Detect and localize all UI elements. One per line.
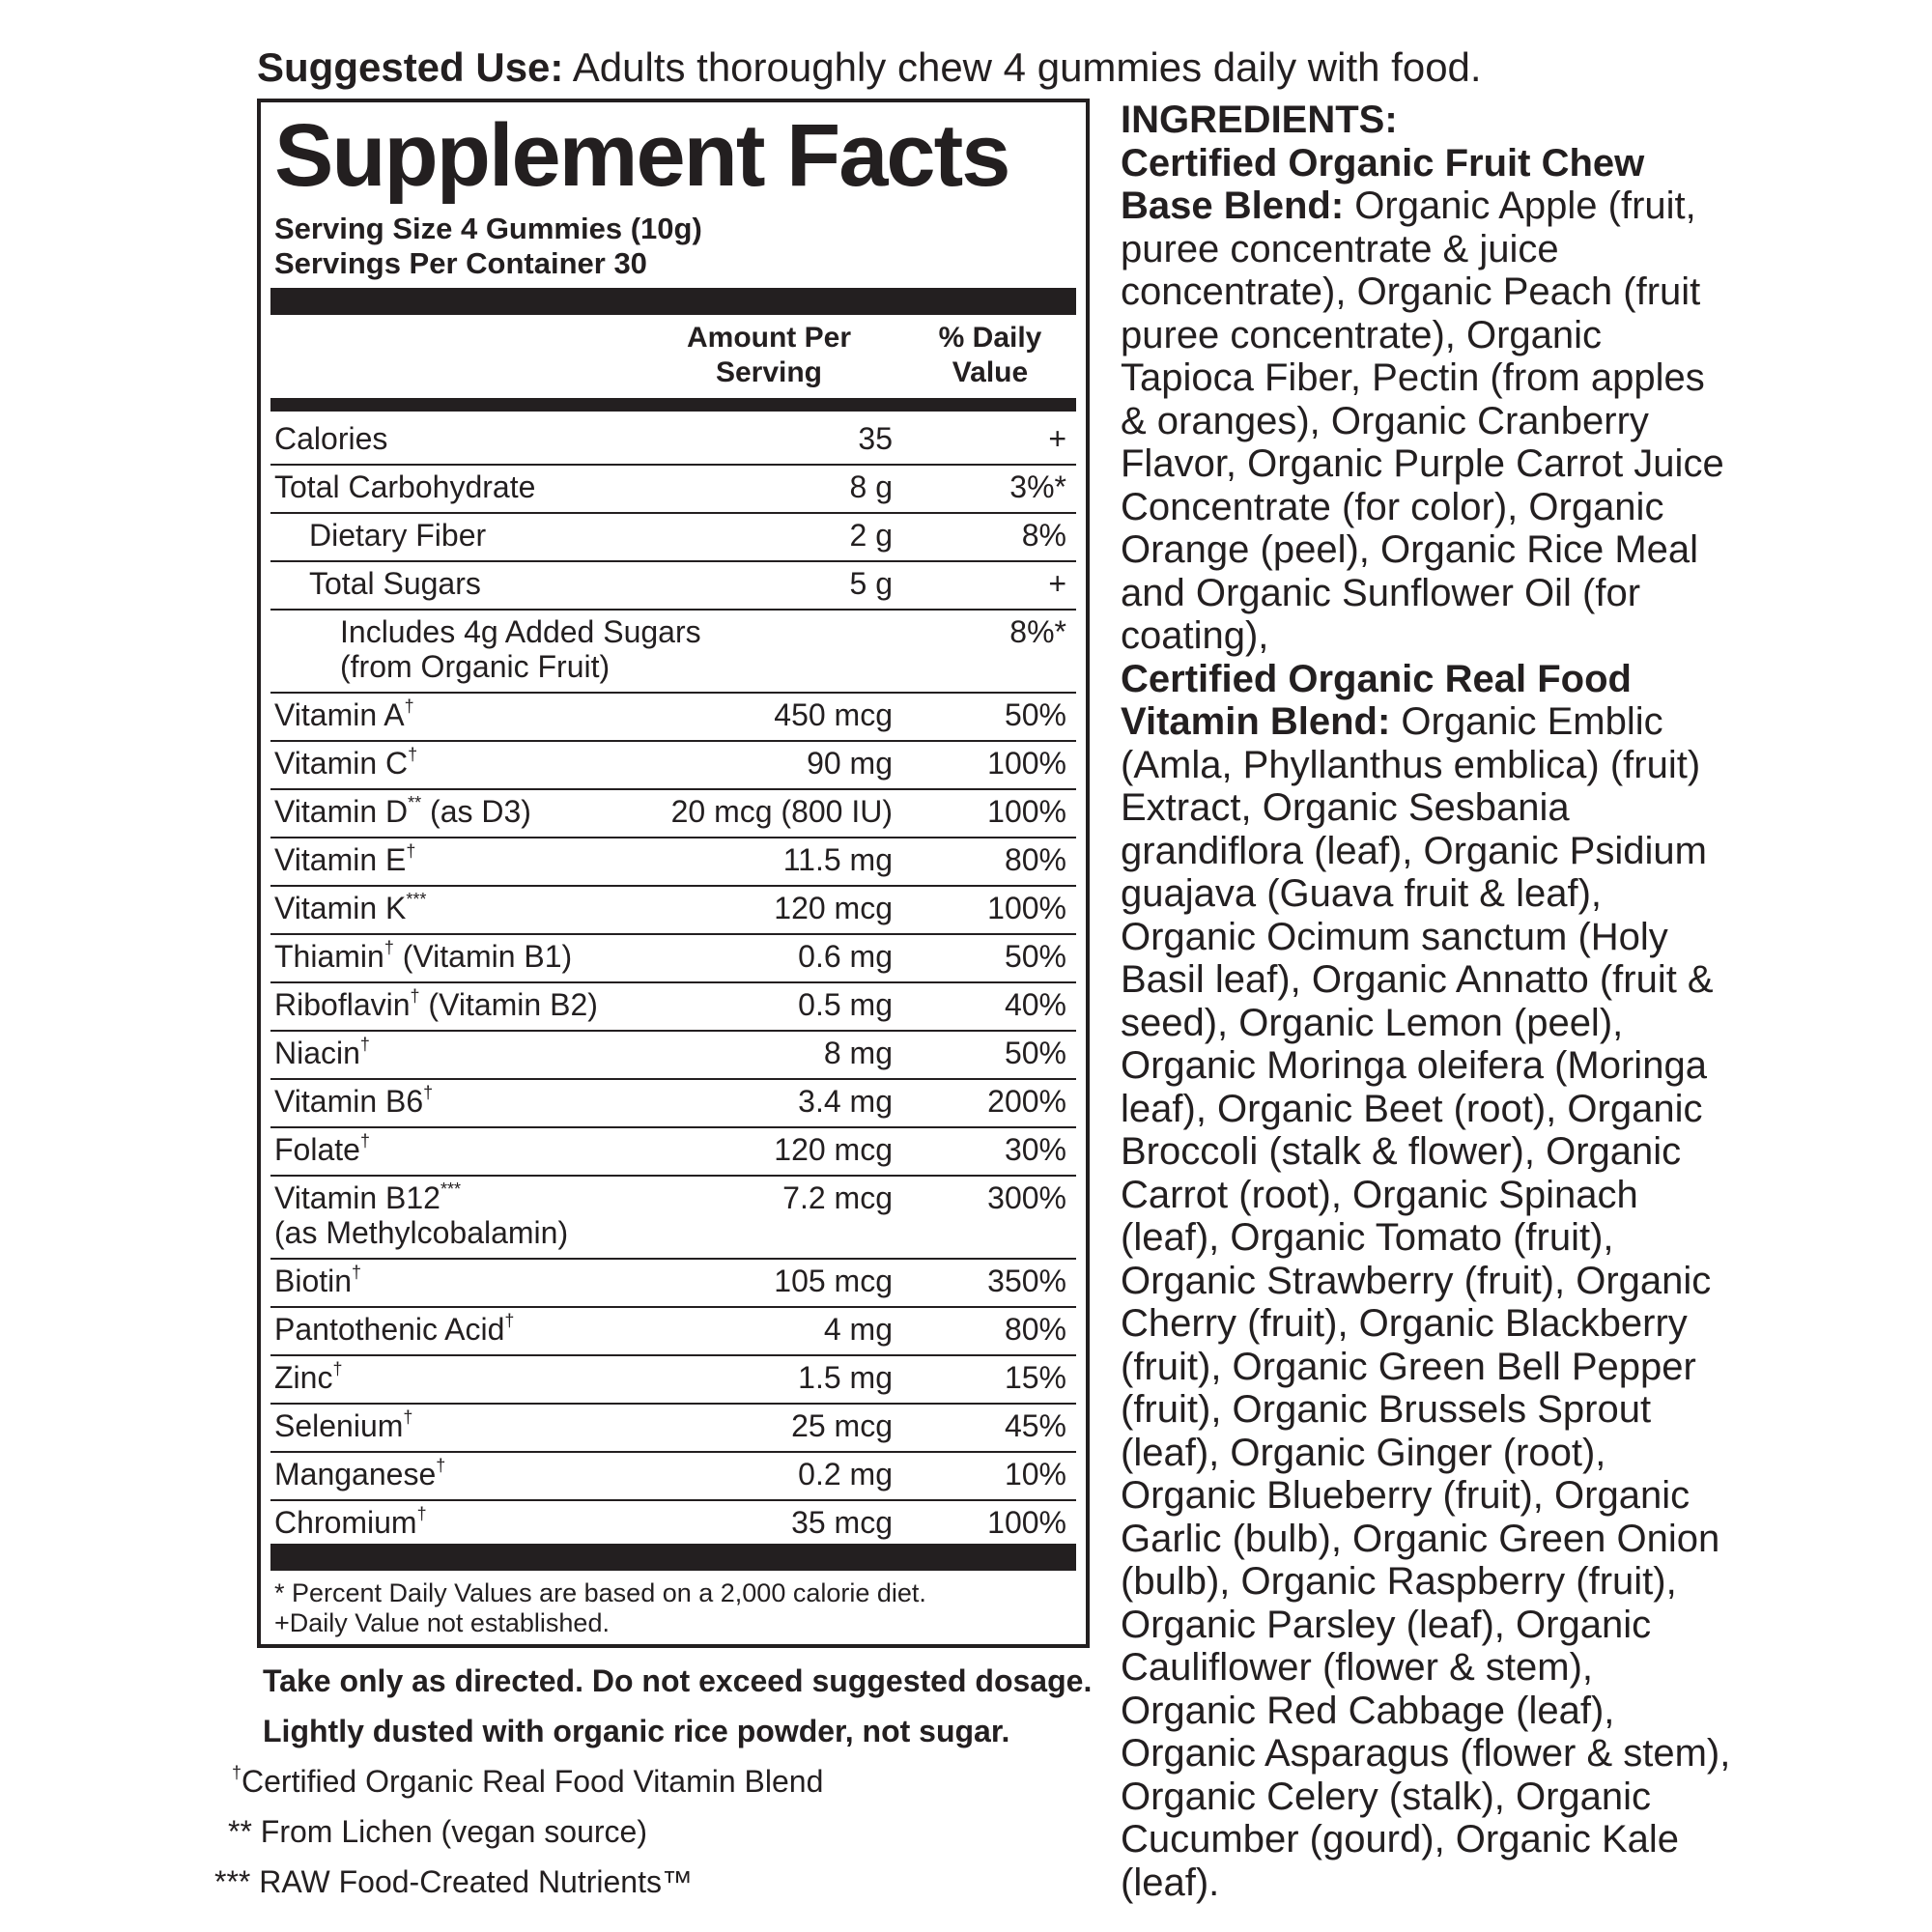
nutrient-name <box>274 1264 361 1298</box>
amount-per-serving: 0.2 mg <box>798 1457 893 1492</box>
daily-value: 8% <box>1021 518 1066 553</box>
amount-per-serving: 2 g <box>849 518 893 553</box>
nutrient-label: Selenium <box>274 1408 404 1443</box>
amount-per-serving: 90 mg <box>807 746 893 781</box>
nutrient-name <box>309 566 481 601</box>
nutrient-name <box>274 1084 433 1119</box>
amount-per-serving: 8 mg <box>823 1036 893 1070</box>
amount-per-serving: 120 mcg <box>774 891 893 925</box>
dagger-mark: † <box>232 1763 242 1782</box>
daily-value: 15% <box>1004 1360 1066 1395</box>
nutrient-row <box>270 742 1076 790</box>
nutrient-row <box>270 694 1076 742</box>
daily-value: 10% <box>1004 1457 1066 1492</box>
nutrient-row <box>270 562 1076 611</box>
amount-per-serving: 120 mcg <box>774 1132 893 1167</box>
nutrient-row <box>270 1405 1076 1453</box>
nutrient-label: Vitamin B12 <box>274 1180 440 1215</box>
daily-value-footnote: * Percent Daily Values are based on a 2,000 calorie diet. <box>274 1578 926 1607</box>
nutrient-label: Vitamin E <box>274 842 407 877</box>
nutrient-name <box>274 987 598 1022</box>
nutrient-name <box>274 891 426 925</box>
amount-per-serving-header: Amount Per Serving <box>686 322 851 388</box>
fruit-chew-blend-label: Certified Organic Fruit Chew Base Blend: <box>1121 141 1645 227</box>
daily-value: 50% <box>1004 939 1066 974</box>
lichen-footnote: ** From Lichen (vegan source) <box>228 1814 647 1849</box>
amount-per-serving: 450 mcg <box>774 697 893 732</box>
nutrient-name <box>274 1360 342 1395</box>
daily-value-header: % Daily Value <box>938 322 1042 388</box>
nutrient-label: Dietary Fiber <box>309 518 487 553</box>
nutrient-name <box>274 1505 427 1540</box>
daily-value: + <box>1048 566 1066 601</box>
nutrient-row <box>270 1128 1076 1177</box>
nutrient-name <box>274 939 572 974</box>
vitamin-blend-label: Certified Organic Real Food Vitamin Blend: <box>1121 657 1632 743</box>
footnote-marker: † <box>504 1311 515 1330</box>
nutrient-row <box>270 983 1076 1032</box>
footnote-marker: † <box>423 1083 434 1102</box>
nutrient-name <box>274 421 387 456</box>
daily-value: 80% <box>1004 1312 1066 1347</box>
nutrient-label: Total Sugars <box>309 566 481 601</box>
nutrient-label: Vitamin B6 <box>274 1084 424 1119</box>
nutrient-row <box>270 1308 1076 1356</box>
servings-per-container: Servings Per Container 30 <box>274 246 647 280</box>
footnote-marker: † <box>410 986 420 1006</box>
nutrient-label: Pantothenic Acid <box>274 1312 505 1347</box>
dagger-footnote <box>232 1762 823 1801</box>
raw-food-footnote: *** RAW Food-Created Nutrients™ <box>214 1864 693 1899</box>
nutrient-label: Folate <box>274 1132 360 1167</box>
amount-per-serving: 8 g <box>849 469 893 504</box>
daily-value: 50% <box>1004 1036 1066 1070</box>
nutrient-row <box>270 1080 1076 1128</box>
fruit-chew-blend-text: Organic Apple (fruit, puree concentrate & juice concentrate), Organic Peach (fruit puree concentrate), Organic Tapioca Fiber, Pectin (from apples & oranges), Organic Cranberry Flavor, Organic Purple Carrot Juice Concentrate (for color), Organic Orange (peel), Organic Rice Meal and Organic Sunflower Oil (for coating), <box>1121 185 1724 657</box>
nutrient-row <box>270 1032 1076 1080</box>
daily-value: 80% <box>1004 842 1066 877</box>
daily-value: 45% <box>1004 1408 1066 1443</box>
amount-per-serving: 11.5 mg <box>782 842 893 877</box>
amount-per-serving: 0.5 mg <box>798 987 893 1022</box>
nutrient-row <box>270 514 1076 562</box>
nutrient-label: Includes 4g Added Sugars (from Organic Fruit) <box>340 614 701 684</box>
nutrient-name <box>274 697 414 732</box>
nutrient-qualifier: (Vitamin B2) <box>419 987 598 1022</box>
suggested-use-label: Suggested Use: <box>257 44 564 90</box>
footnote-marker: † <box>404 696 414 716</box>
nutrient-row <box>270 935 1076 983</box>
nutrient-name <box>274 1408 412 1443</box>
amount-per-serving: 25 mcg <box>791 1408 893 1443</box>
nutrient-label: Biotin <box>274 1264 353 1298</box>
amount-per-serving: 0.6 mg <box>798 939 893 974</box>
nutrient-row <box>270 417 1076 466</box>
amount-per-serving: 20 mcg (800 IU) <box>670 794 893 829</box>
nutrient-row <box>270 1356 1076 1405</box>
daily-value: 3%* <box>1009 469 1066 504</box>
nutrient-label: Manganese <box>274 1457 437 1492</box>
daily-value: 8%* <box>1009 614 1066 649</box>
nutrient-name <box>274 794 531 829</box>
daily-value: 40% <box>1004 987 1066 1022</box>
footnote-marker: ** <box>408 793 422 812</box>
nutrient-qualifier: (as D3) <box>421 794 531 829</box>
footnote-marker: † <box>416 1504 427 1523</box>
daily-value: 100% <box>987 746 1066 781</box>
footnote-marker: † <box>384 938 394 957</box>
nutrient-qualifier: (Vitamin B1) <box>393 939 573 974</box>
footnote-marker: † <box>359 1131 370 1151</box>
daily-value: 300% <box>987 1180 1066 1215</box>
not-established-footnote: +Daily Value not established. <box>274 1608 610 1637</box>
footnote-marker: † <box>406 841 416 861</box>
footnote-marker: † <box>408 745 418 764</box>
vitamin-blend-text: Organic Emblic (Amla, Phyllanthus emblica) (fruit) Extract, Organic Sesbania grandiflora (leaf), Organic Psidium guajava (Guava fruit & leaf), Organic Ocimum sanctum (Holy Basil leaf), Organic Annatto (fruit & seed), Organic Lemon (peel), Organic Moringa oleifera (Moringa leaf), Organic Beet (root), Organic Broccoli (stalk & flower), Organic Carrot (root), Organic Spinach (leaf), Organic Tomato (fruit), Organic Strawberry (fruit), Organic Cherry (fruit), Organic Blackberry (fruit), Organic Green Bell Pepper (fruit), Organic Brussels Sprout (leaf), Organic Ginger (root), Organic Blueberry (fruit), Organic Garlic (bulb), Organic Green Onion (bulb), Organic Raspberry (fruit), Organic Parsley (leaf), Organic Cauliflower (flower & stem), Organic Red Cabbage (leaf), Organic Asparagus (flower & stem), Organic Celery (stalk), Organic Cucumber (gourd), Organic Kale (leaf). <box>1121 700 1731 1904</box>
daily-value: 100% <box>987 891 1066 925</box>
nutrient-label: Riboflavin <box>274 987 411 1022</box>
amount-per-serving: 35 <box>858 421 893 456</box>
nutrient-name <box>274 1132 370 1167</box>
fruit-chew-blend <box>1121 142 1739 658</box>
nutrient-row <box>270 1501 1076 1549</box>
amount-per-serving: 7.2 mcg <box>782 1180 893 1215</box>
nutrient-label: Thiamin <box>274 939 384 974</box>
nutrient-name <box>274 1457 445 1492</box>
nutrient-name <box>274 1036 370 1070</box>
nutrient-rows <box>270 417 1076 1549</box>
nutrient-name <box>274 469 535 504</box>
ingredients-heading: INGREDIENTS: <box>1121 99 1398 141</box>
divider-mid <box>270 398 1076 412</box>
vitamin-blend <box>1121 658 1739 1905</box>
nutrient-name <box>274 1312 514 1347</box>
dosage-warning: Take only as directed. Do not exceed suggested dosage. <box>263 1663 1093 1698</box>
amount-per-serving: 105 mcg <box>774 1264 893 1298</box>
footnote-marker: † <box>332 1359 343 1378</box>
footnote-marker: *** <box>406 890 427 909</box>
ingredients-panel <box>1121 99 1739 1904</box>
nutrient-name <box>274 842 415 877</box>
amount-per-serving: 4 mg <box>823 1312 893 1347</box>
nutrient-row <box>270 790 1076 838</box>
daily-value: 50% <box>1004 697 1066 732</box>
nutrient-name <box>274 1180 568 1250</box>
nutrient-row <box>270 1453 1076 1501</box>
daily-value: 200% <box>987 1084 1066 1119</box>
dagger-footnote-text: Certified Organic Real Food Vitamin Blend <box>242 1764 824 1799</box>
footnote-marker: *** <box>440 1179 461 1199</box>
daily-value: 100% <box>987 794 1066 829</box>
nutrient-label: Total Carbohydrate <box>274 469 536 504</box>
nutrient-label: Vitamin A <box>274 697 405 732</box>
amount-per-serving: 5 g <box>849 566 893 601</box>
nutrient-label: Zinc <box>274 1360 333 1395</box>
serving-size: Serving Size 4 Gummies (10g) <box>274 212 702 245</box>
amount-per-serving: 35 mcg <box>791 1505 893 1540</box>
nutrient-qualifier: (as Methylcobalamin) <box>274 1215 569 1250</box>
amount-per-serving: 1.5 mg <box>798 1360 893 1395</box>
nutrient-label: Vitamin K <box>274 891 407 925</box>
nutrient-row <box>270 887 1076 935</box>
rice-powder-note: Lightly dusted with organic rice powder, not sugar. <box>263 1714 1010 1748</box>
amount-per-serving: 3.4 mg <box>798 1084 893 1119</box>
thick-divider-bottom <box>270 1544 1076 1571</box>
nutrient-label: Niacin <box>274 1036 360 1070</box>
nutrient-name <box>309 518 486 553</box>
footnote-marker: † <box>403 1407 413 1427</box>
facts-title: Supplement Facts <box>274 106 1009 205</box>
daily-value: 30% <box>1004 1132 1066 1167</box>
supplement-facts-panel <box>257 99 1090 1648</box>
daily-value: 100% <box>987 1505 1066 1540</box>
daily-value: 350% <box>987 1264 1066 1298</box>
nutrient-row <box>270 611 1076 694</box>
footnote-marker: † <box>352 1263 362 1282</box>
suggested-use <box>257 43 1482 93</box>
nutrient-name <box>340 614 701 684</box>
footnote-marker: † <box>359 1035 370 1054</box>
nutrient-label: Chromium <box>274 1505 417 1540</box>
nutrient-label: Vitamin D <box>274 794 409 829</box>
nutrient-row <box>270 838 1076 887</box>
thick-divider-top <box>270 288 1076 315</box>
nutrient-row <box>270 1177 1076 1260</box>
nutrient-name <box>274 746 417 781</box>
footnote-marker: † <box>436 1456 446 1475</box>
nutrient-label: Vitamin C <box>274 746 409 781</box>
nutrient-row <box>270 466 1076 514</box>
nutrient-label: Calories <box>274 421 388 456</box>
nutrient-row <box>270 1260 1076 1308</box>
daily-value: + <box>1048 421 1066 456</box>
suggested-use-text: Adults thoroughly chew 4 gummies daily with food. <box>563 44 1482 90</box>
